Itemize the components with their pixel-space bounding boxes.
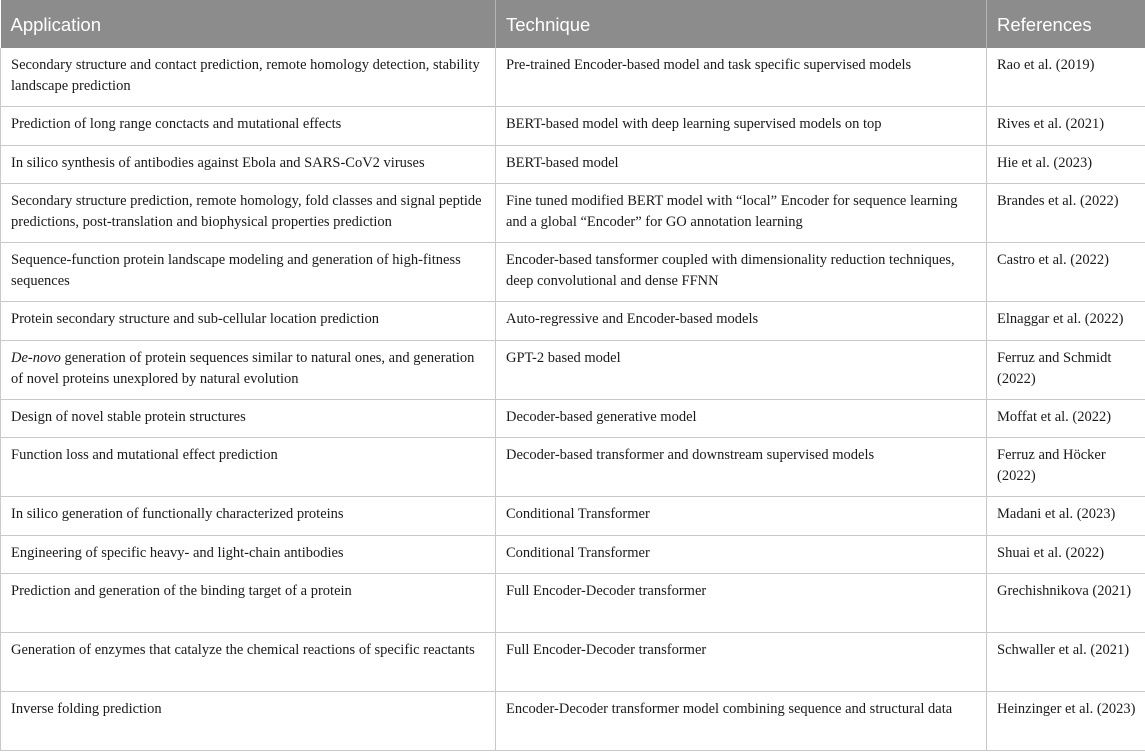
technique-cell: BERT-based model [496, 145, 987, 183]
header-references: References [987, 0, 1145, 48]
application-cell: Protein secondary structure and sub-cellular location prediction [1, 301, 496, 340]
table-row [1, 48, 1145, 106]
table-row [1, 535, 1145, 573]
technique-cell: Encoder-based tansformer coupled with dimensionality reduction techniques, deep convolutional and dense FFNN [496, 242, 987, 301]
references-cell: Hie et al. (2023) [987, 145, 1145, 183]
application-cell [1, 340, 496, 399]
table-row [1, 691, 1145, 750]
table-row [1, 573, 1145, 632]
references-cell: Schwaller et al. (2021) [987, 632, 1145, 691]
header-application: Application [1, 0, 496, 48]
table-row [1, 399, 1145, 437]
references-cell: Rao et al. (2019) [987, 48, 1145, 106]
technique-cell: Full Encoder-Decoder transformer [496, 573, 987, 632]
application-cell: Function loss and mutational effect prediction [1, 437, 496, 496]
application-text: generation of protein sequences similar to natural ones, and generation of novel proteins unexplored by natural evolution [11, 349, 475, 387]
application-cell: Secondary structure and contact prediction, remote homology detection, stability landscape prediction [1, 48, 496, 106]
technique-cell: Conditional Transformer [496, 496, 987, 535]
references-cell: Heinzinger et al. (2023) [987, 691, 1145, 750]
table-row [1, 183, 1145, 242]
references-cell: Rives et al. (2021) [987, 106, 1145, 145]
application-cell: Generation of enzymes that catalyze the chemical reactions of specific reactants [1, 632, 496, 691]
table-row [1, 632, 1145, 691]
references-cell: Grechishnikova (2021) [987, 573, 1145, 632]
technique-cell: Auto-regressive and Encoder-based models [496, 301, 987, 340]
application-cell: Prediction of long range conctacts and mutational effects [1, 106, 496, 145]
table-row [1, 301, 1145, 340]
table-row [1, 242, 1145, 301]
references-cell: Moffat et al. (2022) [987, 399, 1145, 437]
application-cell: Secondary structure prediction, remote homology, fold classes and signal peptide predictions, post-translation and biophysical properties prediction [1, 183, 496, 242]
technique-cell: Encoder-Decoder transformer model combining sequence and structural data [496, 691, 987, 750]
technique-cell: Conditional Transformer [496, 535, 987, 573]
table-row [1, 106, 1145, 145]
technique-cell: BERT-based model with deep learning supervised models on top [496, 106, 987, 145]
technique-cell: Full Encoder-Decoder transformer [496, 632, 987, 691]
references-cell: Madani et al. (2023) [987, 496, 1145, 535]
technique-cell: Pre-trained Encoder-based model and task specific supervised models [496, 48, 987, 106]
references-cell: Ferruz and Schmidt (2022) [987, 340, 1145, 399]
table-row [1, 437, 1145, 496]
application-cell: Sequence-function protein landscape modeling and generation of high-fitness sequences [1, 242, 496, 301]
application-italic-term: De-novo [11, 349, 61, 366]
header-technique: Technique [496, 0, 987, 48]
application-cell: In silico generation of functionally characterized proteins [1, 496, 496, 535]
technique-cell: Decoder-based transformer and downstream supervised models [496, 437, 987, 496]
references-cell: Brandes et al. (2022) [987, 183, 1145, 242]
application-cell: In silico synthesis of antibodies against Ebola and SARS-CoV2 viruses [1, 145, 496, 183]
technique-cell: Decoder-based generative model [496, 399, 987, 437]
table-header [1, 0, 1145, 48]
table-row [1, 145, 1145, 183]
references-cell: Ferruz and Höcker (2022) [987, 437, 1145, 496]
application-cell: Engineering of specific heavy- and light-chain antibodies [1, 535, 496, 573]
references-cell: Shuai et al. (2022) [987, 535, 1145, 573]
application-cell: Inverse folding prediction [1, 691, 496, 750]
table-body [1, 48, 1145, 750]
technique-cell: Fine tuned modified BERT model with “local” Encoder for sequence learning and a global “Encoder” for GO annotation learning [496, 183, 987, 242]
table-row [1, 340, 1145, 399]
header-row [1, 0, 1145, 48]
technique-cell: GPT-2 based model [496, 340, 987, 399]
table-row [1, 496, 1145, 535]
application-cell: Design of novel stable protein structures [1, 399, 496, 437]
references-cell: Castro et al. (2022) [987, 242, 1145, 301]
application-cell: Prediction and generation of the binding target of a protein [1, 573, 496, 632]
references-cell: Elnaggar et al. (2022) [987, 301, 1145, 340]
